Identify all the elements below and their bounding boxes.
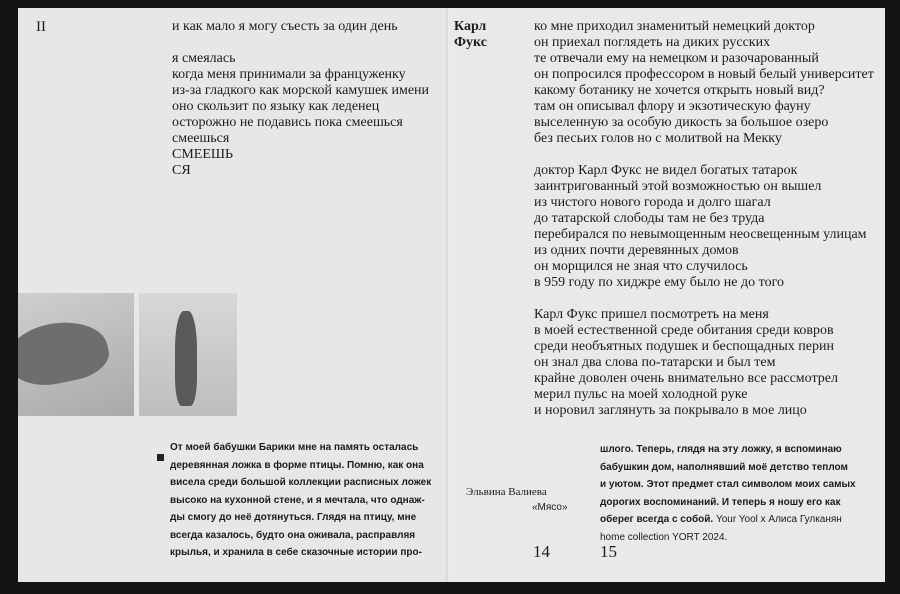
heading-line: Карл	[454, 19, 487, 34]
poem-line: он приехал поглядеть на диких русских	[534, 35, 771, 50]
poem-line: он морщился не зная что случилось	[534, 259, 748, 274]
right-poem	[534, 19, 874, 419]
heading-line: Фукс	[454, 35, 487, 50]
section-mark: II	[36, 19, 46, 35]
bird-spoon-photo-front	[139, 293, 237, 416]
caption-line: и уютом. Этот предмет стал символом моих самых	[600, 479, 856, 490]
poem-line: крайне доволен очень внимательно все рассмотрел	[534, 371, 838, 386]
left-page	[18, 8, 447, 582]
poem-line: он знал два слова по-татарски и был тем	[534, 355, 776, 370]
poem-line: из-за гладкого как морской камушек имени	[172, 83, 430, 98]
caption-line: висела среди большой коллекции расписных ложек	[170, 477, 432, 488]
bird-spoon-photo-side	[18, 293, 134, 416]
caption-line: ды смогу до неё дотянуться. Глядя на птицу, мне	[170, 512, 417, 523]
left-caption	[170, 439, 431, 562]
poem-line: перебирался по невымощенным неосвещенным улицам	[534, 227, 867, 242]
poem-line: заинтригованный этой возможностью он вышел	[534, 179, 822, 194]
right-caption	[600, 441, 856, 546]
caption-line: дорогих воспоминаний. И теперь я ношу его как	[600, 496, 841, 508]
right-page	[449, 8, 885, 582]
caption-line: деревянная ложка в форме птицы. Помню, как она	[170, 459, 424, 471]
page-number-right: 15	[600, 542, 617, 561]
poem-line: мерил пульс на моей холодной руке	[534, 387, 748, 402]
bullet-square-icon	[157, 454, 164, 461]
poem-line: он попросился профессором в новый белый университет	[534, 67, 874, 82]
poem-line: когда меня принимали за француженку	[172, 67, 406, 82]
caption-line: высоко на кухонной стене, и я мечтала, что однаж-	[170, 494, 425, 506]
poem-line: Карл Фукс пришел посмотреть на меня	[534, 307, 769, 322]
caption-line: бабушкин дом, наполнявший моё детство теплом	[600, 461, 848, 473]
poem-line: в 959 году по хиджре ему было не до того	[534, 275, 784, 290]
caption-credit: Your Yool x Алиса Гулканян	[713, 514, 842, 525]
left-poem	[172, 19, 429, 179]
poem-line: ко мне приходил знаменитый немецкий доктор	[534, 19, 815, 34]
poem-line: среди необъятных подушек и беспощадных перин	[534, 339, 834, 354]
poem-line: в моей естественной среде обитания среди ковров	[534, 323, 834, 338]
poem-line: из чистого нового города и долго шагал	[534, 195, 771, 210]
poem-line: осторожно не подавись пока смеешься	[172, 115, 403, 130]
poem-line: и как мало я могу съесть за один день	[172, 19, 398, 34]
caption-line: крылья, и хранила в себе сказочные истории про-	[170, 547, 422, 558]
caption-line: шлого. Теперь, глядя на эту ложку, я вспоминаю	[600, 444, 842, 455]
caption-line: оберег всегда с собой.	[600, 514, 714, 525]
poem-line: я смеялась	[172, 51, 236, 66]
poem-heading	[454, 19, 487, 51]
poem-line: до татарской слободы там не без труда	[534, 211, 765, 226]
poem-line: те отвечали ему на немецком и разочарованный	[534, 51, 819, 66]
caption-credit: home collection YORT 2024.	[600, 531, 728, 543]
work-title: «Мясо»	[532, 502, 568, 513]
book-spine	[446, 8, 449, 582]
poem-line: доктор Карл Фукс не видел богатых татарок	[534, 163, 798, 178]
poem-line: и норовил заглянуть за покрывало в мое лицо	[534, 403, 807, 418]
poem-line: там он описывал флору и экзотическую фауну	[534, 99, 811, 114]
poem-line: СМЕЕШЬ	[172, 147, 234, 162]
poem-line: какому ботанику не хочется открыть новый вид?	[534, 83, 825, 98]
poem-line: смеешься	[172, 131, 230, 146]
caption-line: всегда казалось, будто она оживала, расправляя	[170, 529, 416, 541]
caption-line: От моей бабушки Барики мне на память осталась	[170, 442, 419, 453]
author-name: Эльвина Валиева	[466, 486, 547, 498]
poem-line: выселенную за особую дикость за большое озеро	[534, 115, 829, 130]
poem-line: из одних почти деревянных домов	[534, 243, 739, 258]
page-number-left: 14	[533, 542, 550, 561]
poem-line: без песьих голов но с молитвой на Мекку	[534, 131, 782, 146]
poem-line: оно скользит по языку как леденец	[172, 99, 380, 114]
poem-line: СЯ	[172, 163, 191, 178]
